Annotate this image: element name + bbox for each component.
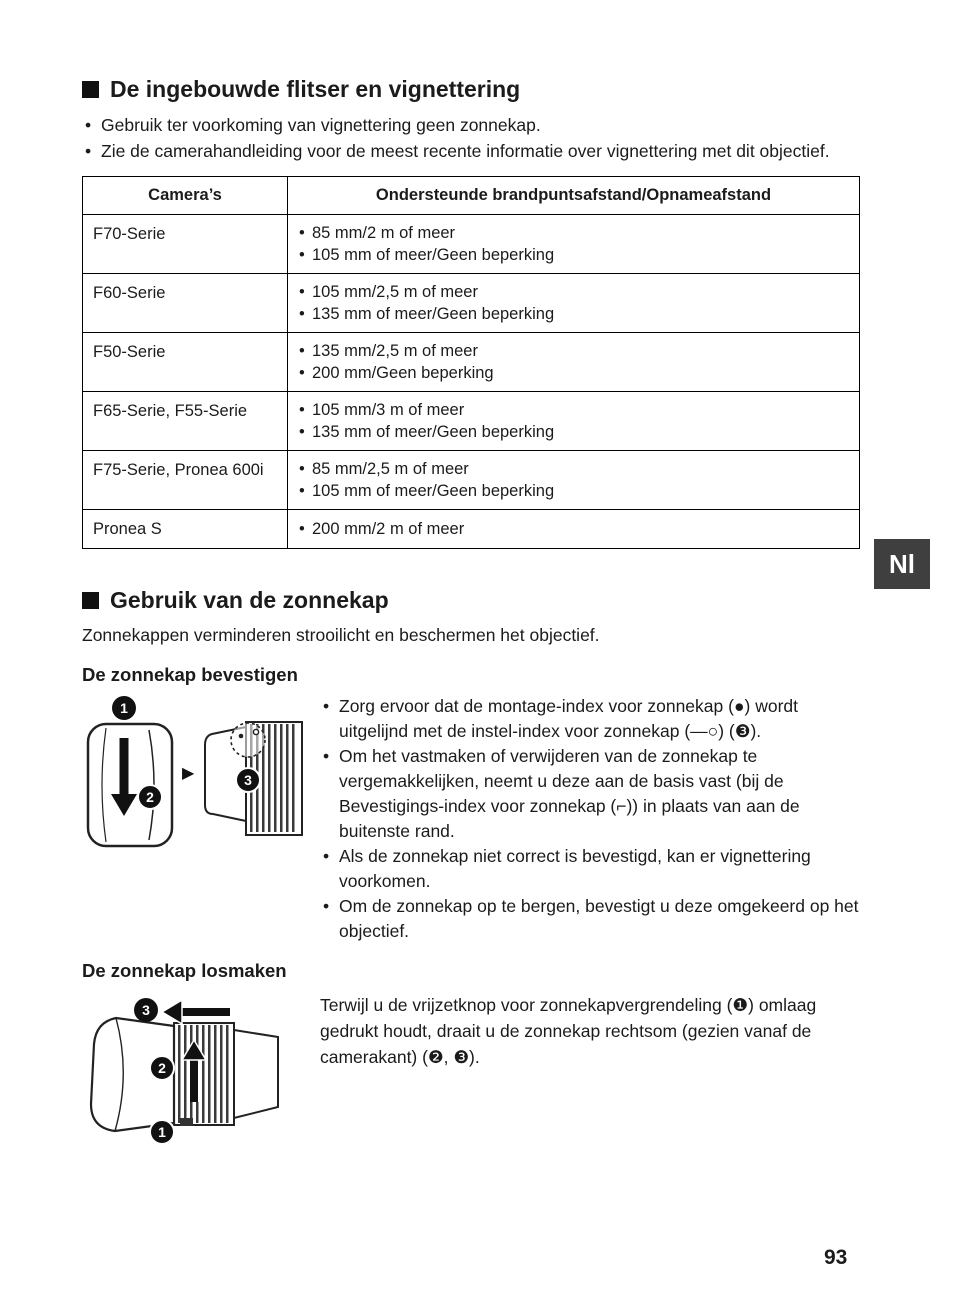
specs-cell <box>288 274 860 333</box>
flash-bullet-list <box>82 112 860 164</box>
detach-row <box>82 990 860 1153</box>
table-row <box>83 274 860 333</box>
spec-line: • 105 mm/2,5 m of meer <box>296 281 851 303</box>
bullet-item: • Zie de camerahandleiding voor de meest recente informatie over vignettering met dit objectief. <box>82 138 860 164</box>
marker-2 <box>138 785 162 809</box>
alignment-index-detail <box>231 723 265 757</box>
attach-heading: De zonnekap bevestigen <box>82 664 298 685</box>
bullet-item: • Om de zonnekap op te bergen, bevestigt u deze omgekeerd op het objectief. <box>320 894 860 944</box>
spec-line: • 135 mm of meer/Geen beperking <box>296 303 851 325</box>
spec-line: • 105 mm of meer/Geen beperking <box>296 244 851 266</box>
detach-instructions: Terwijl u de vrijzetknop voor zonnekapvergrendeling (❶) omlaag gedrukt houdt, draait u de zonnekap rechtsom (gezien vanaf de camerakant) (❷, ❸). <box>320 995 817 1067</box>
camera-cell: F75-Serie, Pronea 600i <box>83 451 288 510</box>
svg-text:1: 1 <box>158 1124 166 1140</box>
table-header-row <box>83 177 860 215</box>
marker-1 <box>150 1120 174 1144</box>
spec-line: • 105 mm/3 m of meer <box>296 399 851 421</box>
spec-line: • 135 mm/2,5 m of meer <box>296 340 851 362</box>
square-bullet-icon <box>82 81 99 98</box>
left-arrow-icon <box>162 1000 230 1024</box>
marker-1 <box>112 696 136 720</box>
right-triangle-icon: ▶ <box>182 765 195 782</box>
bullet-item: • Gebruik ter voorkoming van vignettering geen zonnekap. <box>82 112 860 138</box>
camera-cell: F50-Serie <box>83 333 288 392</box>
spec-line: • 85 mm/2 m of meer <box>296 222 851 244</box>
table-row <box>83 510 860 549</box>
language-tab: Nl <box>874 539 930 589</box>
attach-bullet-list <box>320 694 860 944</box>
marker-2 <box>150 1056 174 1080</box>
hood-section <box>82 585 860 1153</box>
attach-row <box>82 694 860 944</box>
camera-cell: Pronea S <box>83 510 288 549</box>
table-row <box>83 333 860 392</box>
svg-text:2: 2 <box>158 1060 166 1076</box>
svg-text:1: 1 <box>120 700 128 716</box>
attach-text-column <box>320 694 860 944</box>
detach-figure <box>82 990 320 1153</box>
camera-cell: F70-Serie <box>83 215 288 274</box>
svg-text:3: 3 <box>142 1002 150 1018</box>
table-row <box>83 215 860 274</box>
col-header-cameras: Camera’s <box>83 177 288 215</box>
svg-text:2: 2 <box>146 789 154 805</box>
detach-text-column <box>320 990 860 1070</box>
specs-cell <box>288 510 860 549</box>
camera-cell: F65-Serie, F55-Serie <box>83 392 288 451</box>
spec-line: • 105 mm of meer/Geen beperking <box>296 480 851 502</box>
figure-hood-attach-side-view <box>82 694 178 852</box>
col-header-range: Ondersteunde brandpuntsafstand/Opnameafstand <box>288 177 860 215</box>
marker-3 <box>134 998 158 1022</box>
hood-release-button <box>180 1118 193 1126</box>
vignetting-table <box>82 176 860 549</box>
spec-line: • 200 mm/2 m of meer <box>296 518 851 540</box>
section-title-hood: Gebruik van de zonnekap <box>110 587 389 613</box>
bullet-item: • Om het vastmaken of verwijderen van de zonnekap te vergemakkelijken, neemt u deze aan de basis vast (bij de Bevestigings-index voor zonnekap (⌐)) in plaats van aan de buitenste rand. <box>320 744 860 844</box>
svg-text:3: 3 <box>244 772 253 788</box>
square-bullet-icon <box>82 592 99 609</box>
table-row <box>83 451 860 510</box>
section-title-flash: De ingebouwde flitser en vignettering <box>110 76 521 102</box>
specs-cell <box>288 451 860 510</box>
spec-line: • 85 mm/2,5 m of meer <box>296 458 851 480</box>
detach-heading: De zonnekap losmaken <box>82 960 287 981</box>
spec-line: • 135 mm of meer/Geen beperking <box>296 421 851 443</box>
figure-hood-alignment-index <box>198 694 308 852</box>
table-row <box>83 392 860 451</box>
section-heading-hood <box>82 585 860 615</box>
hood-intro-text: Zonnekappen verminderen strooilicht en beschermen het objectief. <box>82 625 600 645</box>
marker-3 <box>236 768 260 792</box>
bullet-item: • Zorg ervoor dat de montage-index voor zonnekap (●) wordt uitgelijnd met de instel-index voor zonnekap (—○) (❸). <box>320 694 860 744</box>
specs-cell <box>288 392 860 451</box>
attach-figures <box>82 694 320 852</box>
specs-cell <box>288 215 860 274</box>
spec-line: • 200 mm/Geen beperking <box>296 362 851 384</box>
figure-hood-detach <box>82 990 292 1148</box>
section-heading-flash <box>82 74 860 104</box>
page-number: 93 <box>824 1246 848 1269</box>
bullet-item: • Als de zonnekap niet correct is bevestigd, kan er vignettering voorkomen. <box>320 844 860 894</box>
camera-cell: F60-Serie <box>83 274 288 333</box>
page-content <box>82 0 860 1153</box>
specs-cell <box>288 333 860 392</box>
